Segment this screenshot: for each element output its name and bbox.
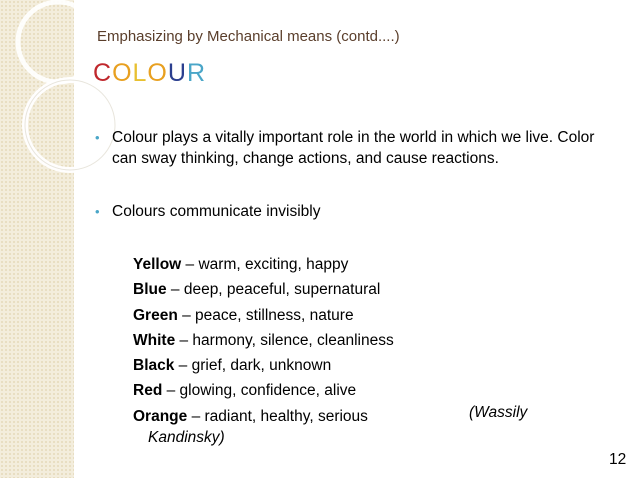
color-description: – radiant, healthy, serious bbox=[187, 407, 368, 425]
color-description: – glowing, confidence, alive bbox=[162, 382, 357, 400]
color-name: Blue bbox=[133, 281, 167, 299]
bullet-text: Colours communicate invisibly bbox=[112, 203, 321, 220]
bullet-text: Colour plays a vitally important role in the world in which we live. Color can sway thinking, change actions, and cause reactions. bbox=[112, 129, 595, 167]
color-description: – harmony, silence, cleanliness bbox=[175, 331, 394, 349]
color-row bbox=[133, 353, 394, 378]
color-name: Orange bbox=[133, 407, 188, 425]
color-name: Yellow bbox=[133, 256, 182, 273]
color-description: – peace, stillness, nature bbox=[177, 306, 354, 324]
color-description: – grief, dark, unknown bbox=[174, 357, 332, 375]
bullet-item bbox=[95, 127, 612, 169]
color-name: White bbox=[133, 331, 176, 349]
color-row bbox=[133, 378, 394, 403]
color-row bbox=[133, 277, 394, 302]
attribution-second: Kandinsky) bbox=[148, 429, 225, 446]
color-name: Red bbox=[133, 382, 163, 400]
heading-letter: U bbox=[167, 59, 187, 87]
bullet-marker: • bbox=[95, 130, 100, 145]
color-row bbox=[133, 252, 394, 277]
heading-letter: L bbox=[132, 59, 148, 87]
slide-title: Emphasizing by Mechanical means (contd....) bbox=[97, 28, 400, 45]
bullet-marker: • bbox=[95, 204, 100, 219]
color-description: – warm, exciting, happy bbox=[181, 256, 349, 273]
color-name: Green bbox=[133, 306, 178, 324]
colour-heading bbox=[93, 59, 206, 88]
heading-letter: R bbox=[186, 59, 206, 87]
page-number: 12 bbox=[609, 451, 627, 468]
color-row bbox=[133, 303, 394, 328]
color-description: – deep, peaceful, supernatural bbox=[166, 281, 381, 299]
heading-letter: O bbox=[147, 59, 168, 87]
heading-letter: O bbox=[112, 59, 133, 87]
bullet-item bbox=[95, 201, 612, 222]
color-meaning-list bbox=[133, 252, 394, 429]
color-row bbox=[133, 404, 394, 429]
color-row bbox=[133, 328, 394, 353]
color-name: Black bbox=[133, 357, 175, 375]
attribution-first: (Wassily bbox=[469, 404, 528, 421]
heading-letter: C bbox=[93, 59, 113, 87]
